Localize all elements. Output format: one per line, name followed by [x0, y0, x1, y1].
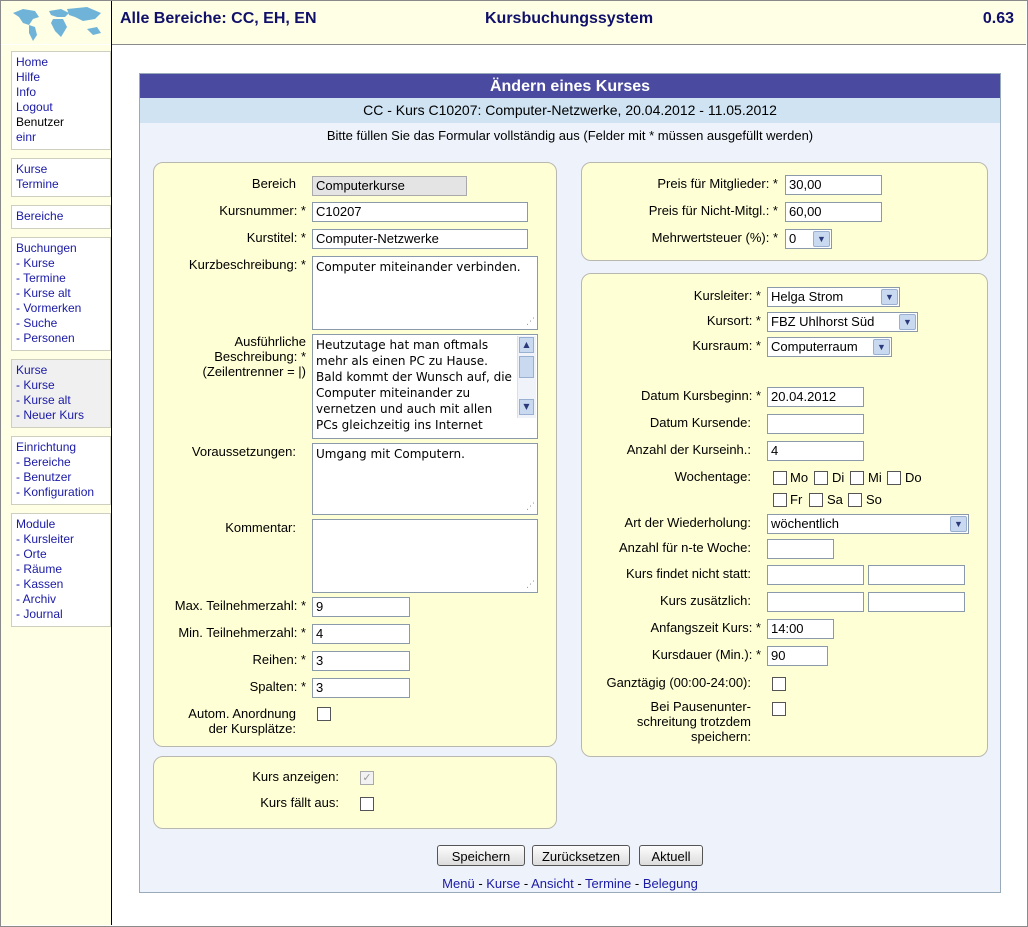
kurzbeschreibung-label: Kurzbeschreibung: *	[188, 257, 306, 272]
course-details-box	[153, 162, 557, 747]
ausfuehrlich-label-line3: (Zeilentrenner = |)	[202, 364, 306, 379]
nav-logout[interactable]: Logout	[16, 100, 53, 114]
day-sa-label: Sa	[827, 492, 843, 507]
nav-kurse[interactable]: Kurse	[16, 162, 48, 176]
logo	[1, 1, 111, 44]
pausenunterschreitung-checkbox[interactable]	[772, 702, 786, 716]
reset-button[interactable]: Zurücksetzen	[532, 845, 630, 866]
kursort-select[interactable]	[767, 312, 918, 332]
findet-nicht-statt-label: Kurs findet nicht statt:	[625, 566, 751, 581]
kurs-anzeigen-label: Kurs anzeigen:	[252, 769, 339, 784]
nav-group-course-admin	[11, 359, 111, 428]
nav-buchungen-personen[interactable]: - Personen	[16, 331, 75, 345]
nav-module-journal[interactable]: - Journal	[16, 607, 63, 621]
ausfuehrlich-label-line2: Beschreibung: *	[214, 349, 306, 364]
panel-title: Ändern eines Kurses	[140, 74, 1000, 98]
preis-nicht-mitglieder-input[interactable]: 60,00	[785, 202, 882, 222]
chevron-down-icon[interactable]: ▼	[950, 516, 967, 532]
spalten-input[interactable]: 3	[312, 678, 410, 698]
mehrwertsteuer-label: Mehrwertsteuer (%): *	[651, 230, 778, 245]
day-mi-label: Mi	[868, 470, 882, 485]
kursnummer-input[interactable]: C10207	[312, 202, 528, 222]
day-mi-checkbox[interactable]	[850, 471, 864, 485]
kurs-zusaetzlich-input-1[interactable]	[767, 592, 864, 612]
datum-ende-label: Datum Kursende:	[649, 415, 751, 430]
kurs-zusaetzlich-input-2[interactable]	[868, 592, 965, 612]
autom-anordnung-checkbox[interactable]	[317, 707, 331, 721]
pausenunterschreitung-label	[582, 699, 751, 744]
day-di-checkbox[interactable]	[814, 471, 828, 485]
refresh-button[interactable]: Aktuell	[639, 845, 703, 866]
reihen-label: Reihen: *	[252, 652, 306, 667]
nav-neuer-kurs[interactable]: - Neuer Kurs	[16, 408, 85, 422]
edit-course-panel	[139, 73, 1001, 893]
nav-group-courses	[11, 158, 111, 197]
pausenunterschreitung-line3: speichern:	[691, 729, 751, 744]
ausfuehrlich-label	[154, 334, 306, 379]
kommentar-textarea[interactable]	[312, 519, 538, 593]
nav-kurse-admin[interactable]: Kurse	[16, 363, 48, 377]
nav-buchungen-kurse[interactable]: - Kurse	[16, 256, 55, 270]
findet-nicht-statt-input-2[interactable]	[868, 565, 965, 585]
nav-separator: -	[573, 876, 586, 891]
bottom-nav-termine[interactable]: Termine	[585, 876, 632, 891]
form-instruction: Bitte füllen Sie das Formular vollständig aus (Felder mit * müssen ausgefüllt werden)	[326, 128, 814, 143]
ganztaegig-label: Ganztägig (00:00-24:00):	[606, 675, 751, 690]
autom-anordnung-line2: der Kursplätze:	[208, 721, 296, 736]
kursraum-label: Kursraum: *	[692, 338, 761, 353]
ausfuehrlich-scrollbar[interactable]	[517, 336, 536, 418]
voraussetzungen-label: Voraussetzungen:	[191, 444, 296, 459]
anzahl-kurseinheiten-input[interactable]: 4	[767, 441, 864, 461]
bottom-nav-menue[interactable]: Menü	[442, 876, 475, 891]
area-title: Alle Bereiche: CC, EH, EN	[120, 10, 317, 27]
nav-separator: -	[520, 876, 532, 891]
kursleiter-select[interactable]	[767, 287, 900, 307]
nav-module-orte[interactable]: - Orte	[16, 547, 47, 561]
nav-termine[interactable]: Termine	[16, 177, 59, 191]
art-wiederholung-select[interactable]	[767, 514, 969, 534]
nav-home[interactable]: Home	[16, 55, 49, 69]
resize-grip-icon[interactable]: ⋰	[526, 580, 535, 590]
ausfuehrlich-label-line1: Ausführliche	[234, 334, 306, 349]
n-te-woche-input[interactable]	[767, 539, 834, 559]
preis-mitglieder-label: Preis für Mitglieder: *	[657, 176, 778, 191]
save-button[interactable]: Speichern	[437, 845, 525, 866]
nav-einrichtung[interactable]: Einrichtung	[16, 440, 77, 454]
version-label: 0.63	[982, 10, 1014, 27]
kursraum-select[interactable]	[767, 337, 892, 357]
wochentage-label: Wochentage:	[674, 469, 751, 484]
course-options-box	[153, 756, 557, 829]
max-teilnehmer-input[interactable]: 9	[312, 597, 410, 617]
resize-grip-icon[interactable]: ⋰	[526, 317, 535, 327]
header-bar	[112, 1, 1026, 45]
nav-group-general	[11, 51, 111, 150]
panel-subtitle: CC - Kurs C10207: Computer-Netzwerke, 20.04.2012 - 11.05.2012	[140, 98, 1000, 123]
kursnummer-label: Kursnummer: *	[219, 203, 306, 218]
sidebar-divider	[111, 1, 112, 925]
kurstitel-label: Kurstitel: *	[246, 230, 306, 245]
nav-buchungen-suche[interactable]: - Suche	[16, 316, 58, 330]
min-teilnehmer-input[interactable]: 4	[312, 624, 410, 644]
findet-nicht-statt-input-1[interactable]	[767, 565, 864, 585]
voraussetzungen-textarea[interactable]	[312, 443, 538, 515]
mehrwertsteuer-select[interactable]	[785, 229, 832, 249]
spalten-label: Spalten: *	[249, 679, 306, 694]
nav-einrichtung-benutzer[interactable]: - Benutzer	[16, 470, 72, 484]
kursdauer-input[interactable]: 90	[767, 646, 828, 666]
bereich-label: Bereich	[251, 176, 296, 191]
app-title: Kursbuchungssystem	[485, 10, 654, 27]
pausenunterschreitung-line2: schreitung trotzdem	[636, 714, 751, 729]
kurzbeschreibung-text: Computer miteinander verbinden.	[316, 260, 521, 274]
bottom-navigation	[140, 876, 1000, 891]
nav-group-setup	[11, 436, 111, 505]
nav-buchungen-termine[interactable]: - Termine	[16, 271, 66, 285]
datum-beginn-label: Datum Kursbeginn: *	[641, 388, 761, 403]
day-so-checkbox[interactable]	[848, 493, 862, 507]
price-box	[581, 162, 988, 261]
day-so-label: So	[866, 492, 882, 507]
voraussetzungen-text: Umgang mit Computern.	[316, 447, 465, 461]
datum-ende-input[interactable]	[767, 414, 864, 434]
day-di-label: Di	[832, 470, 845, 485]
nav-group-modules	[11, 513, 111, 627]
day-fr-checkbox[interactable]	[773, 493, 787, 507]
preis-mitglieder-input[interactable]: 30,00	[785, 175, 882, 195]
nav-module-archiv[interactable]: - Archiv	[16, 592, 57, 606]
ausfuehrlich-textarea[interactable]	[312, 334, 538, 439]
day-mo-label: Mo	[790, 470, 809, 485]
datum-beginn-input[interactable]: 20.04.2012	[767, 387, 864, 407]
nav-separator: -	[474, 876, 487, 891]
kurs-faellt-aus-label: Kurs fällt aus:	[260, 795, 339, 810]
chevron-down-icon[interactable]: ▼	[813, 231, 830, 247]
kurstitel-input[interactable]: Computer-Netzwerke	[312, 229, 528, 249]
scroll-thumb[interactable]	[519, 356, 534, 378]
min-teilnehmer-label: Min. Teilnehmerzahl: *	[178, 625, 306, 640]
reihen-input[interactable]: 3	[312, 651, 410, 671]
ganztaegig-checkbox[interactable]	[772, 677, 786, 691]
kursraum-value: Computerraum	[771, 339, 858, 354]
chevron-down-icon[interactable]: ▼	[899, 314, 916, 330]
ausfuehrlich-text: Heutzutage hat man oftmals mehr als einen PC zu Hause. Bald kommt der Wunsch auf, die Computer miteinander zu vernetzen und auch mit allen PCs gleichzeitig ins Internet	[316, 338, 512, 432]
kursleiter-label: Kursleiter: *	[693, 288, 761, 303]
nav-einrichtung-konfiguration[interactable]: - Konfiguration	[16, 485, 95, 499]
nav-buchungen[interactable]: Buchungen	[16, 241, 77, 255]
anfangszeit-label: Anfangszeit Kurs: *	[650, 620, 761, 635]
nav-module[interactable]: Module	[16, 517, 56, 531]
bottom-nav-ansicht[interactable]: Ansicht	[531, 876, 574, 891]
nav-module-kassen[interactable]: - Kassen	[16, 577, 64, 591]
nav-user-einr[interactable]: einr	[16, 130, 37, 144]
scroll-down-icon[interactable]: ▼	[519, 399, 534, 415]
sidebar	[1, 45, 111, 925]
nav-einrichtung-bereiche[interactable]: - Bereiche	[16, 455, 71, 469]
nav-kurse-admin-kurse[interactable]: - Kurse	[16, 378, 55, 392]
nav-bereiche[interactable]: Bereiche	[16, 209, 64, 223]
pausenunterschreitung-line1: Bei Pausenunter-	[650, 699, 751, 714]
nav-separator: -	[631, 876, 643, 891]
day-sa-checkbox[interactable]	[809, 493, 823, 507]
scroll-up-icon[interactable]: ▲	[519, 337, 534, 353]
day-do-checkbox[interactable]	[887, 471, 901, 485]
mehrwertsteuer-value: 0	[789, 231, 797, 246]
autom-anordnung-line1: Autom. Anordnung	[188, 706, 296, 721]
n-te-woche-label: Anzahl für n-te Woche:	[619, 540, 751, 555]
art-wiederholung-value: wöchentlich	[771, 516, 839, 531]
bottom-nav-kurse[interactable]: Kurse	[486, 876, 521, 891]
day-mo-checkbox[interactable]	[773, 471, 787, 485]
kursort-value: FBZ Uhlhorst Süd	[771, 314, 875, 329]
anfangszeit-input[interactable]: 14:00	[767, 619, 834, 639]
day-fr-label: Fr	[790, 492, 803, 507]
bottom-nav-belegung[interactable]: Belegung	[642, 876, 698, 891]
kommentar-label: Kommentar:	[225, 520, 296, 535]
kurs-zusaetzlich-label: Kurs zusätzlich:	[659, 593, 751, 608]
nav-module-kursleiter[interactable]: - Kursleiter	[16, 532, 75, 546]
resize-grip-icon[interactable]: ⋰	[526, 502, 535, 512]
kursleiter-value: Helga Strom	[771, 289, 844, 304]
max-teilnehmer-label: Max. Teilnehmerzahl: *	[174, 598, 306, 613]
nav-buchungen-vormerken[interactable]: - Vormerken	[16, 301, 82, 315]
chevron-down-icon[interactable]: ▼	[881, 289, 898, 305]
nav-kurse-admin-alt[interactable]: - Kurse alt	[16, 393, 71, 407]
user-label: Benutzer	[16, 115, 65, 129]
nav-group-bookings	[11, 237, 111, 351]
kurs-faellt-aus-checkbox[interactable]	[360, 797, 374, 811]
day-do-label: Do	[905, 470, 922, 485]
schedule-box	[581, 273, 988, 757]
anzahl-kurseinheiten-label: Anzahl der Kurseinh.:	[626, 442, 751, 457]
autom-anordnung-label	[154, 706, 296, 736]
chevron-down-icon[interactable]: ▼	[873, 339, 890, 355]
kursort-label: Kursort: *	[706, 313, 761, 328]
nav-help[interactable]: Hilfe	[16, 70, 41, 84]
nav-info[interactable]: Info	[16, 85, 37, 99]
nav-group-areas	[11, 205, 111, 229]
nav-module-raeume[interactable]: - Räume	[16, 562, 63, 576]
preis-nicht-mitglieder-label: Preis für Nicht-Mitgl.: *	[648, 203, 778, 218]
kursdauer-label: Kursdauer (Min.): *	[651, 647, 761, 662]
bereich-field: Computerkurse	[312, 176, 467, 196]
nav-buchungen-kurse-alt[interactable]: - Kurse alt	[16, 286, 71, 300]
world-map-icon	[9, 3, 109, 43]
art-wiederholung-label: Art der Wiederholung:	[624, 515, 751, 530]
kurzbeschreibung-textarea[interactable]	[312, 256, 538, 330]
kurs-anzeigen-checkbox[interactable]: ✓	[360, 771, 374, 785]
